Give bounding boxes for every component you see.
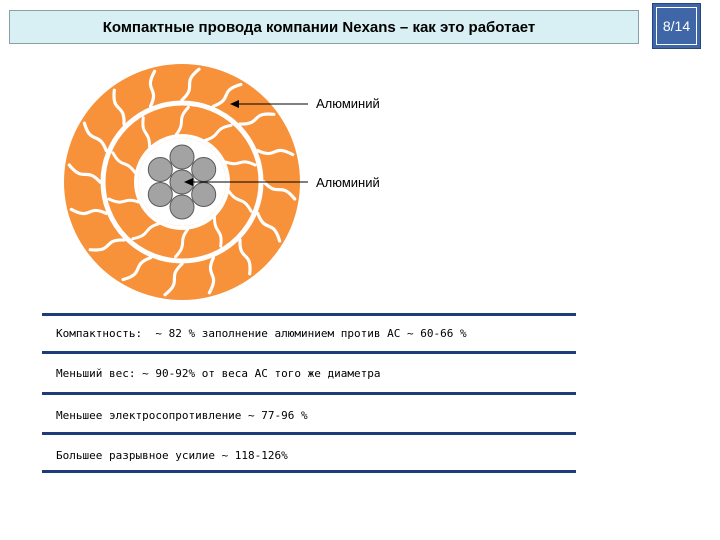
steel-wire — [170, 145, 194, 169]
divider-line — [42, 470, 576, 473]
inner-layer-label: Алюминий — [316, 175, 380, 190]
steel-wire — [192, 158, 216, 182]
steel-wire — [170, 195, 194, 219]
page-number: 8/14 — [656, 7, 697, 45]
divider-line — [42, 351, 576, 354]
steel-wire — [192, 183, 216, 207]
divider-line — [42, 313, 576, 316]
outer-layer-label: Алюминий — [316, 96, 380, 111]
steel-wire — [148, 183, 172, 207]
spec-compactness: Компактность: ~ 82 % заполнение алюминием против АС ~ 60-66 % — [56, 327, 467, 340]
spec-weight: Меньший вес: ~ 90-92% от веса АС того же диаметра — [56, 367, 381, 380]
divider-line — [42, 432, 576, 435]
divider-line — [42, 392, 576, 395]
spec-resistance: Меньшее электросопротивление ~ 77-96 % — [56, 409, 308, 422]
spec-breaking-force: Большее разрывное усилие ~ 118-126% — [56, 449, 288, 462]
steel-wire — [148, 158, 172, 182]
slide-title: Компактные провода компании Nexans – как это работает — [102, 18, 536, 36]
